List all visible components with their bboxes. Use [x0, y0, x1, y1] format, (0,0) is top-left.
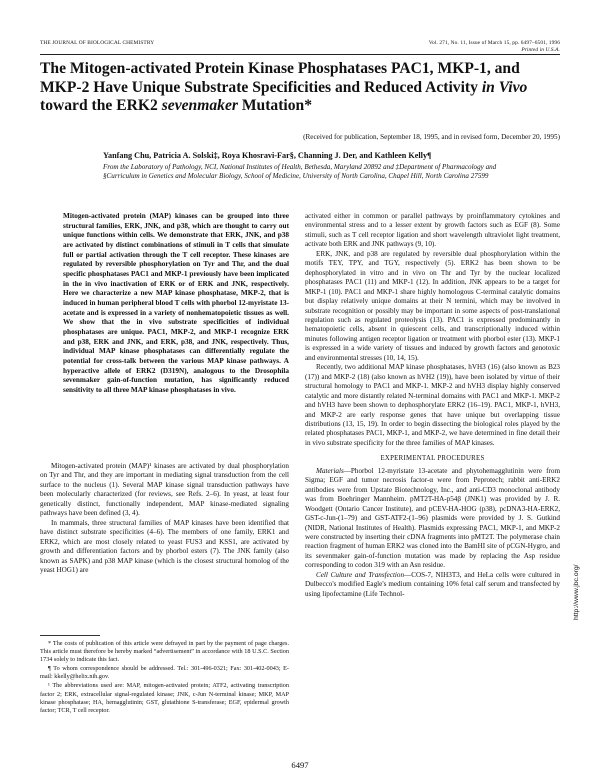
- author-list: Yanfang Chu, Patricia A. Solski‡, Roya Khosravi-Far§, Channing J. Der, and Kathleen Kelly¶: [103, 151, 432, 160]
- cell-culture-lead: Cell Culture and Transfection: [316, 570, 405, 579]
- intro-paragraph-4: ERK, JNK, and p38 are regulated by reversible dual phosphorylation within the motifs TEY, TPY, and TGY, respectively (5). ERK2 has been shown to be dephosphorylated in vitro and in vivo on Thr and Tyr by the nuclear localized phosphatases PAC1 (11) and MKP-1 (12). In addition, JNK appears to be a target for MKP-1 (10). PAC1 and MKP-1 share highly homologous C-terminal catalytic domains but display relatively unique domains at their N termini, which may be involved in substrate recognition or possibly may be important in some aspects of post-translational regulation such as regulated proteolysis (13). PAC1 is expressed predominantly in hematopoietic cells, absent in quiescent cells, and transcriptionally induced within minutes following antigen receptor ligation or treatment with phorbol ester (13). MKP-1 is expressed in a wide variety of tissues and induced by growth factors and genotoxic and environmental stresses (10, 14, 15).: [305, 249, 560, 362]
- intro-left-column: [40, 462, 289, 575]
- received-dates: (Received for publication, September 18, 1995, and in revised form, December 20, 1995): [303, 133, 560, 141]
- jbc-link[interactable]: http://www.jbc.org/: [573, 564, 580, 620]
- methods-cell-culture: Cell Culture and Transfection—COS-7, NIH3T3, and HeLa cells were cultured in Dulbecco's modified Eagle's medium containing 10% fetal calf serum and transfected by using lipofectamine (Life Technol-: [305, 570, 560, 598]
- footnote-correspondence: ¶ To whom correspondence should be addressed. Tel.: 301-496-0321; Fax: 301-402-0043; E-mail: kkelly@helix.nih.gov.: [40, 665, 289, 681]
- section-heading: EXPERIMENTAL PROCEDURES: [380, 455, 485, 463]
- footnote-rule: [40, 635, 100, 636]
- materials-lead: Materials: [316, 466, 344, 475]
- download-notice: [573, 180, 585, 620]
- footnote-abbreviations: ¹ The abbreviations used are: MAP, mitogen-activated protein; ATF2, activating transcription factor 2; ERK, extracellular signal-regulated kinase; JNK, c-Jun N-terminal kinase; MKP, MAP kinase phosphatase; HA, hemagglutinin; GST, glutathione S-transferase; EGF, epidermal growth factor; TCR, T cell receptor.: [40, 682, 289, 714]
- volume-line: Vol. 271, No. 11, Issue of March 15, pp. 6497–6501, 1996: [428, 40, 560, 46]
- intro-paragraph-2: In mammals, three structural families of MAP kinases have been identified that have distinct substrate specificities (4–6). The members of one family, ERK1 and ERK2, which are most closely related to yeast FUS3 and KSS1, are activated by growth and differentiation factors and by phorbol esters (7). The JNK family (also known as SAPK) and p38 MAP kinase (which is the closest structural homolog of the yeast HOG1) are: [40, 518, 289, 574]
- issue-info: [429, 40, 560, 53]
- intro-paragraph-1: Mitogen-activated protein (MAP)¹ kinases are activated by dual phosphorylation on Tyr and Thr, and they are important in mediating signal transduction from the cell surface to the nucleus (1). Several MAP kinase signal transduction pathways have been molecularly characterized (for reviews, see Refs. 2–6). In yeast, at least four genetically distinct, functionally independent, MAP kinase-mediated signaling pathways have been defined (3, 4).: [40, 462, 289, 518]
- journal-name: THE JOURNAL OF BIOLOGICAL CHEMISTRY: [40, 40, 155, 46]
- abstract: Mitogen-activated protein (MAP) kinases can be grouped into three structural families, ERK, JNK, and p38, which are thought to carry out unique functions within cells. We demonstrate that ERK, JNK, and p38 are activated by distinct combinations of stimuli in T cells that simulate full or partial activation through the T cell receptor. These kinases are regulated by reversible phosphorylation on Tyr and Thr, and the dual specific phosphatases PAC1 and MKP-1 previously have been implicated in the in vivo inactivation of ERK or of ERK and JNK, respectively. Here we characterize a new MAP kinase phosphatase, MKP-2, that is induced in human peripheral blood T cells with phorbol 12-myristate 13-acetate and is expressed in a variety of nonhematopoietic tissues as well. We show that the in vivo substrate specificities of individual phosphatases are unique. PAC1, MKP-2, and MKP-1 recognize ERK and p38, ERK and JNK, and ERK, p38, and JNK, respectively. Thus, individual MAP kinase phosphatases can differentially regulate the potential for cross-talk between the various MAP kinase pathways. A hyperactive allele of ERK2 (D319N), analogous to the Drosophila sevenmaker gain-of-function mutation, has significantly reduced sensitivity to all three MAP kinase phosphatases in vivo.: [63, 212, 289, 394]
- methods-materials: Materials—Phorbol 12-myristate 13-acetate and phytohemagglutinin were from Sigma; EGF and tumor necrosis factor-α were from Peprotech; rabbit anti-ERK2 antibodies were from Upstate Biotechnology, Inc., and anti-CD3 monoclonal antibody was from Boehringer Mannheim. pMT2T-HA-p54β (JNK1) was provided by J. R. Woodgett (Ontario Cancer Institute), and pCEV-HA-HOG (p38), pcDNA3-HA-ERK2, GST-c-Jun-(1–79) and GST-ATF2-(1–96) plasmids were provided by J. S. Gutkind (NIDR, National Institutes of Health). Plasmids expressing PAC1, MKP-1, and MKP-2 were constructed by inserting their cDNA fragments into pMT2T. The polymerase chain reaction fragment of human ERK2 was cloned into the BamHI site of pCGN-Hygro, and its sevenmaker gain-of-function mutation was made by replacing the Asp residue corresponding to codon 319 with an Asn residue.: [305, 466, 560, 570]
- intro-right-column: [305, 212, 560, 599]
- intro-paragraph-5: Recently, two additional MAP kinase phosphatases, hVH3 (16) (also known as B23 (17)) and MKP-2 (18) (also known as hVH2 (19)), have been isolated by virtue of their structural homology to PAC1 and MKP-1. MKP-2 and hVH3 display highly conserved catalytic and more distantly related N-terminal domains with PAC1 and MKP-1. MKP-2 and hVH3 have been shown to dephosphorylate ERK2 (16–19). PAC1, MKP-1, hVH3, and MKP-2 are early response genes that have unique but overlapping tissue distributions (13, 15, 19). In order to begin dissecting the biological roles played by the related phosphatases PAC1, MKP-1, and MKP-2, we have determined in fine detail their in vivo substrate specificity for the three families of MAP kinases.: [305, 363, 560, 447]
- header-rule: [40, 54, 560, 55]
- footnote-costs: * The costs of publication of this article were defrayed in part by the payment of page charges. This article must therefore be hereby marked “advertisement” in accordance with 18 U.S.C. Section 1734 solely to indicate this fact.: [40, 640, 289, 664]
- affiliations: From the Laboratory of Pathology, NCI, National Institutes of Health, Bethesda, Maryland 20892 and ‡Department of Pharmacology and §Curriculum in Genetics and Molecular Biology, School of Medicine, University of North Carolina, Chapel Hill, North Carolina 27599: [103, 163, 497, 181]
- intro-paragraph-3: activated either in common or parallel pathways by proinflammatory cytokines and environmental stress and to a lesser extent by growth factors such as EGF (8). Some stimuli, such as T cell receptor ligation and short wavelength ultraviolet light treatment, activate both ERK and JNK pathways (9, 10).: [305, 212, 560, 249]
- article-title: The Mitogen-activated Protein Kinase Phosphatases PAC1, MKP-1, and MKP-2 Have Unique Substrate Specificities and Reduced Activity in Vivo toward the ERK2 sevenmaker Mutation*: [40, 60, 528, 114]
- page-number: 6497: [291, 760, 309, 770]
- print-line: Printed in U.S.A.: [521, 46, 560, 53]
- footnotes: [40, 640, 289, 716]
